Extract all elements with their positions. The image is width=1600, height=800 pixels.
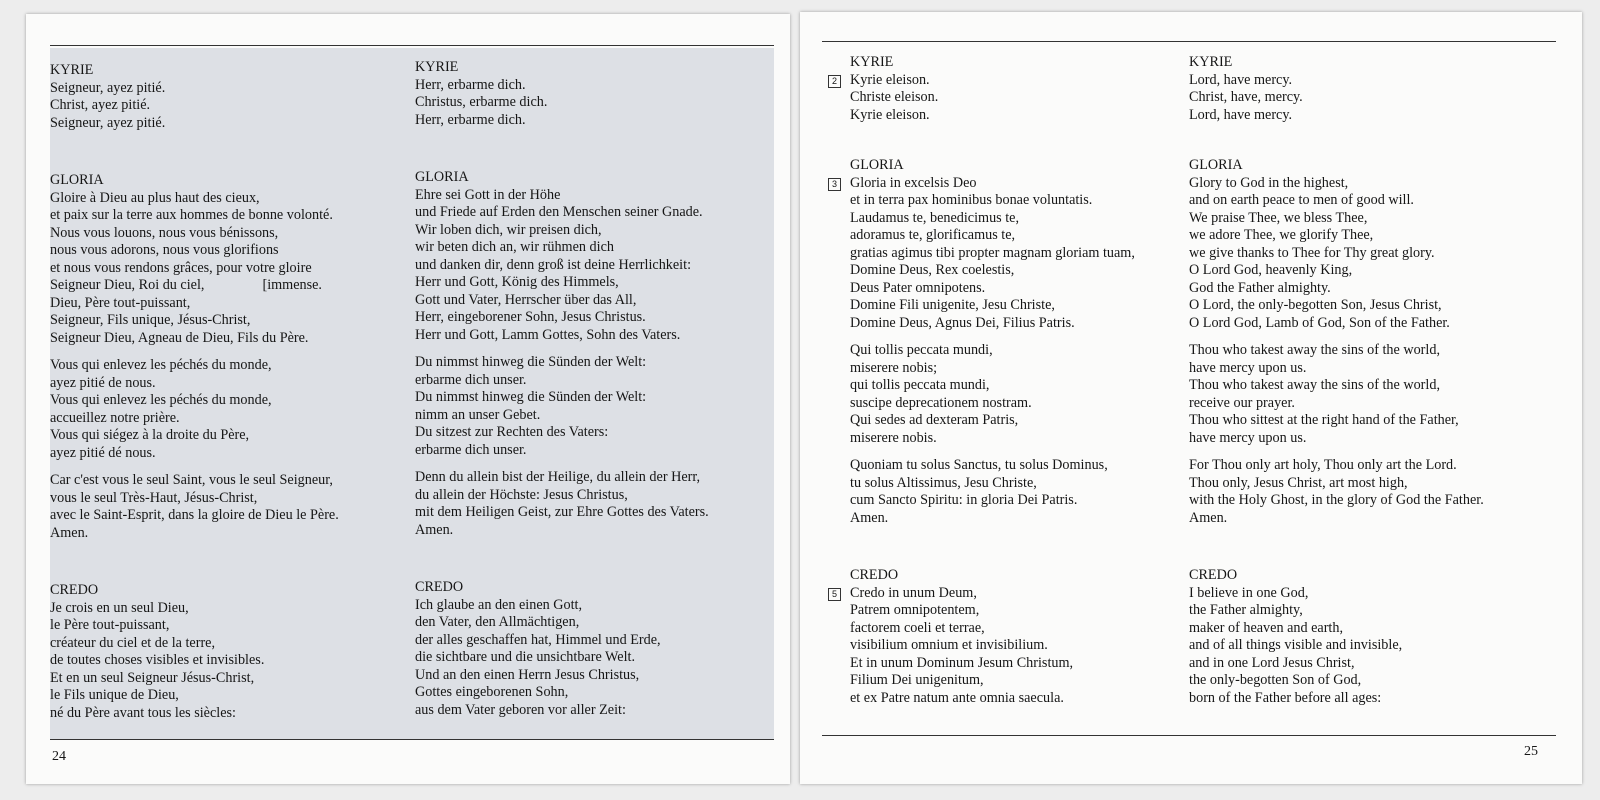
text-line: [831, 584, 1135, 603]
text-line: Et in unum Dominum Jesum Christum,: [850, 654, 1074, 671]
text-line: Vous qui enlevez les péchés du monde,: [50, 357, 272, 373]
text-line: gratias agimus tibi propter magnam gloriam tuam,: [850, 244, 1135, 261]
text-line: Amen.: [415, 521, 454, 538]
text-line: et nous vous rendons grâces, pour votre gloire: [50, 259, 312, 276]
text-line: born of the Father before all ages:: [1189, 689, 1382, 706]
latin-column: [831, 54, 1135, 707]
text-line: Thou only, Jesus Christ, art most high,: [1189, 474, 1408, 491]
text-line: ayez pitié de nous.: [50, 374, 156, 391]
text-line: et in terra pax hominibus bonae voluntatis.: [850, 192, 1093, 208]
text-line: Gottes eingeborenen Sohn,: [415, 684, 569, 700]
text-line: Wir loben dich, wir preisen dich,: [415, 221, 602, 238]
text-line: Herr, eingeborener Sohn, Jesus Christus.: [415, 309, 646, 325]
text-line: O Lord, the only-begotten Son, Jesus Christ,: [1189, 297, 1442, 313]
text-line: the only-begotten Son of God,: [1189, 672, 1362, 688]
text-line: accueillez notre prière.: [50, 409, 180, 426]
text-line: Amen.: [850, 509, 889, 526]
gloria-heading: GLORIA: [1189, 157, 1243, 173]
bottom-rule: [50, 739, 774, 740]
text-line: und danken dir, denn groß ist deine Herrlichkeit:: [415, 256, 692, 273]
text-line: le Fils unique de Dieu,: [50, 687, 179, 703]
english-column: [1189, 54, 1484, 707]
text-line: Kyrie eleison.: [850, 106, 930, 123]
text-line: Et en un seul Seigneur Jésus-Christ,: [50, 669, 255, 686]
credo-heading: CREDO: [1189, 567, 1238, 583]
text-line: Herr, erbarme dich.: [415, 111, 526, 128]
text-line: Thou who sittest at the right hand of the Father,: [1189, 412, 1459, 428]
text-line: Thou who takest away the sins of the world,: [1189, 377, 1440, 393]
text-line: mit dem Heiligen Geist, zur Ehre Gottes des Vaters.: [415, 504, 709, 520]
text-line: with the Holy Ghost, in the glory of God the Father.: [1189, 492, 1484, 508]
text-line: receive our prayer.: [1189, 394, 1295, 411]
text-line: Seigneur Dieu, Agneau de Dieu, Fils du Père.: [50, 329, 309, 346]
text-line: We praise Thee, we bless Thee,: [1189, 209, 1368, 226]
text-line: Laudamus te, benedicimus te,: [850, 209, 1020, 226]
text-line: have mercy upon us.: [1189, 429, 1307, 446]
text-fragment: Seigneur Dieu, Roi du ciel,: [50, 277, 205, 293]
text-line: and of all things visible and invisible,: [1189, 637, 1403, 653]
top-rule: [822, 41, 1556, 42]
text-line: Christ, ayez pitié.: [50, 97, 151, 113]
text-line: Gloire à Dieu au plus haut des cieux,: [50, 189, 260, 206]
text-line: du allein der Höchste: Jesus Christus,: [415, 486, 628, 503]
text-line: we adore Thee, we glorify Thee,: [1189, 227, 1374, 243]
text-line: Christ, have, mercy.: [1189, 89, 1303, 105]
kyrie-heading: KYRIE: [50, 62, 94, 78]
text-line: der alles geschaffen hat, Himmel und Erde,: [415, 631, 661, 648]
text-line: [831, 174, 1135, 193]
text-line: For Thou only art holy, Thou only art the Lord.: [1189, 457, 1457, 473]
credo-heading: CREDO: [50, 582, 99, 598]
bottom-rule: [822, 735, 1556, 736]
text-line: maker of heaven and earth,: [1189, 619, 1344, 636]
text-line: erbarme dich unser.: [415, 441, 527, 458]
text-line: die sichtbare und die unsichtbare Welt.: [415, 649, 636, 665]
french-column: [50, 62, 339, 722]
text-line: Domine Deus, Agnus Dei, Filius Patris.: [850, 314, 1075, 331]
text-line: miserere nobis.: [850, 429, 937, 446]
text-line: the Father almighty,: [1189, 602, 1303, 618]
text-line: [50, 277, 339, 295]
text-line: Christe eleison.: [850, 89, 939, 105]
text-line: Deus Pater omnipotens.: [850, 279, 986, 296]
gloria-heading: GLORIA: [415, 169, 469, 185]
text-line: und Friede auf Erden den Menschen seiner Gnade.: [415, 204, 703, 220]
text-fragment: Credo in unum Deum,: [850, 584, 977, 601]
kyrie-heading: KYRIE: [415, 59, 459, 75]
right-page: [800, 12, 1582, 784]
text-line: miserere nobis;: [850, 359, 938, 376]
text-line: né du Père avant tous les siècles:: [50, 704, 236, 721]
text-line: Filium Dei unigenitum,: [850, 672, 984, 688]
text-line: factorem coeli et terrae,: [850, 619, 985, 636]
text-line: Vous qui enlevez les péchés du monde,: [50, 392, 272, 408]
text-line: Du nimmst hinweg die Sünden der Welt:: [415, 354, 647, 370]
text-line: Gott und Vater, Herrscher über das All,: [415, 291, 637, 308]
text-line: vous le seul Très-Haut, Jésus-Christ,: [50, 489, 258, 506]
text-line: and in one Lord Jesus Christ,: [1189, 654, 1355, 671]
text-line: et paix sur la terre aux hommes de bonne volonté.: [50, 207, 333, 223]
text-line: de toutes choses visibles et invisibles.: [50, 652, 265, 668]
kyrie-heading: KYRIE: [850, 54, 894, 70]
track-number-badge: 2: [828, 75, 841, 88]
gloria-heading: GLORIA: [50, 172, 104, 188]
text-line: have mercy upon us.: [1189, 359, 1307, 376]
text-line: nous vous adorons, nous vous glorifions: [50, 242, 279, 258]
text-line: créateur du ciel et de la terre,: [50, 634, 216, 651]
text-line: Lord, have mercy.: [1189, 71, 1293, 88]
text-line: Qui sedes ad dexteram Patris,: [850, 412, 1019, 428]
track-number-badge: 5: [828, 588, 841, 601]
page-number: 25: [1524, 744, 1538, 759]
text-line: Seigneur, Fils unique, Jésus-Christ,: [50, 312, 251, 328]
kyrie-heading: KYRIE: [1189, 54, 1233, 70]
text-line: erbarme dich unser.: [415, 371, 527, 388]
text-line: Nous vous louons, nous vous bénissons,: [50, 224, 279, 241]
text-line: Thou who takest away the sins of the world,: [1189, 342, 1440, 358]
text-line: Seigneur, ayez pitié.: [50, 114, 166, 131]
text-line: ayez pitié dé nous.: [50, 444, 156, 461]
text-line: nimm an unser Gebet.: [415, 406, 541, 423]
text-line: tu solus Altissimus, Jesu Christe,: [850, 474, 1037, 491]
text-line: Quoniam tu solus Sanctus, tu solus Dominus,: [850, 457, 1108, 473]
text-line: Herr, erbarme dich.: [415, 76, 526, 93]
text-line: and on earth peace to men of good will.: [1189, 192, 1414, 208]
text-line: suscipe deprecationem nostram.: [850, 394, 1032, 411]
credo-heading: CREDO: [850, 567, 899, 583]
text-line: Lord, have mercy.: [1189, 106, 1293, 123]
gloria-heading: GLORIA: [850, 157, 904, 173]
text-line: Car c'est vous le seul Saint, vous le seul Seigneur,: [50, 472, 333, 488]
text-line: Patrem omnipotentem,: [850, 602, 980, 618]
text-line: Du sitzest zur Rechten des Vaters:: [415, 424, 609, 440]
left-page: [26, 14, 790, 784]
text-fragment: Kyrie eleison.: [850, 71, 930, 88]
text-line: I believe in one God,: [1189, 584, 1309, 601]
text-line: den Vater, den Allmächtigen,: [415, 614, 580, 630]
german-column: [415, 59, 709, 719]
text-line: qui tollis peccata mundi,: [850, 377, 990, 393]
text-line: Herr und Gott, König des Himmels,: [415, 274, 619, 290]
text-line: Ehre sei Gott in der Höhe: [415, 186, 561, 203]
text-line: Dieu, Père tout-puissant,: [50, 294, 191, 311]
text-line: Amen.: [1189, 509, 1228, 526]
text-line: God the Father almighty.: [1189, 279, 1331, 296]
text-fragment: Gloria in excelsis Deo: [850, 174, 977, 191]
page-number: 24: [52, 749, 66, 764]
text-line: Je crois en un seul Dieu,: [50, 599, 189, 616]
text-line: le Père tout-puissant,: [50, 617, 170, 633]
credo-heading: CREDO: [415, 579, 464, 595]
text-line: adoramus te, glorificamus te,: [850, 227, 1016, 243]
text-line: aus dem Vater geboren vor aller Zeit:: [415, 701, 626, 718]
text-line: avec le Saint-Esprit, dans la gloire de Dieu le Père.: [50, 507, 339, 523]
text-line: Herr und Gott, Lamm Gottes, Sohn des Vaters.: [415, 326, 681, 343]
text-line: visibilium omnium et invisibilium.: [850, 637, 1048, 653]
text-line: cum Sancto Spiritu: in gloria Dei Patris.: [850, 492, 1078, 508]
text-line: Domine Deus, Rex coelestis,: [850, 262, 1015, 278]
text-line: Du nimmst hinweg die Sünden der Welt:: [415, 389, 647, 405]
text-fragment: [immense.: [262, 277, 322, 293]
text-line: Denn du allein bist der Heilige, du allein der Herr,: [415, 469, 701, 485]
text-line: Christus, erbarme dich.: [415, 94, 548, 110]
text-line: wir beten dich an, wir rühmen dich: [415, 239, 614, 255]
text-line: Seigneur, ayez pitié.: [50, 79, 166, 96]
text-line: Vous qui siégez à la droite du Père,: [50, 427, 250, 443]
text-line: [831, 71, 1135, 90]
text-line: et ex Patre natum ante omnia saecula.: [850, 689, 1064, 706]
text-line: Domine Fili unigenite, Jesu Christe,: [850, 297, 1055, 313]
text-line: Ich glaube an den einen Gott,: [415, 596, 583, 613]
text-line: O Lord God, Lamb of God, Son of the Father.: [1189, 314, 1450, 331]
text-line: O Lord God, heavenly King,: [1189, 262, 1353, 278]
text-line: Amen.: [50, 524, 89, 541]
text-line: Glory to God in the highest,: [1189, 174, 1349, 191]
top-rule: [50, 45, 774, 46]
text-line: we give thanks to Thee for Thy great glory.: [1189, 244, 1435, 261]
text-line: Und an den einen Herrn Jesus Christus,: [415, 666, 640, 683]
track-number-badge: 3: [828, 178, 841, 191]
text-line: Qui tollis peccata mundi,: [850, 342, 993, 358]
